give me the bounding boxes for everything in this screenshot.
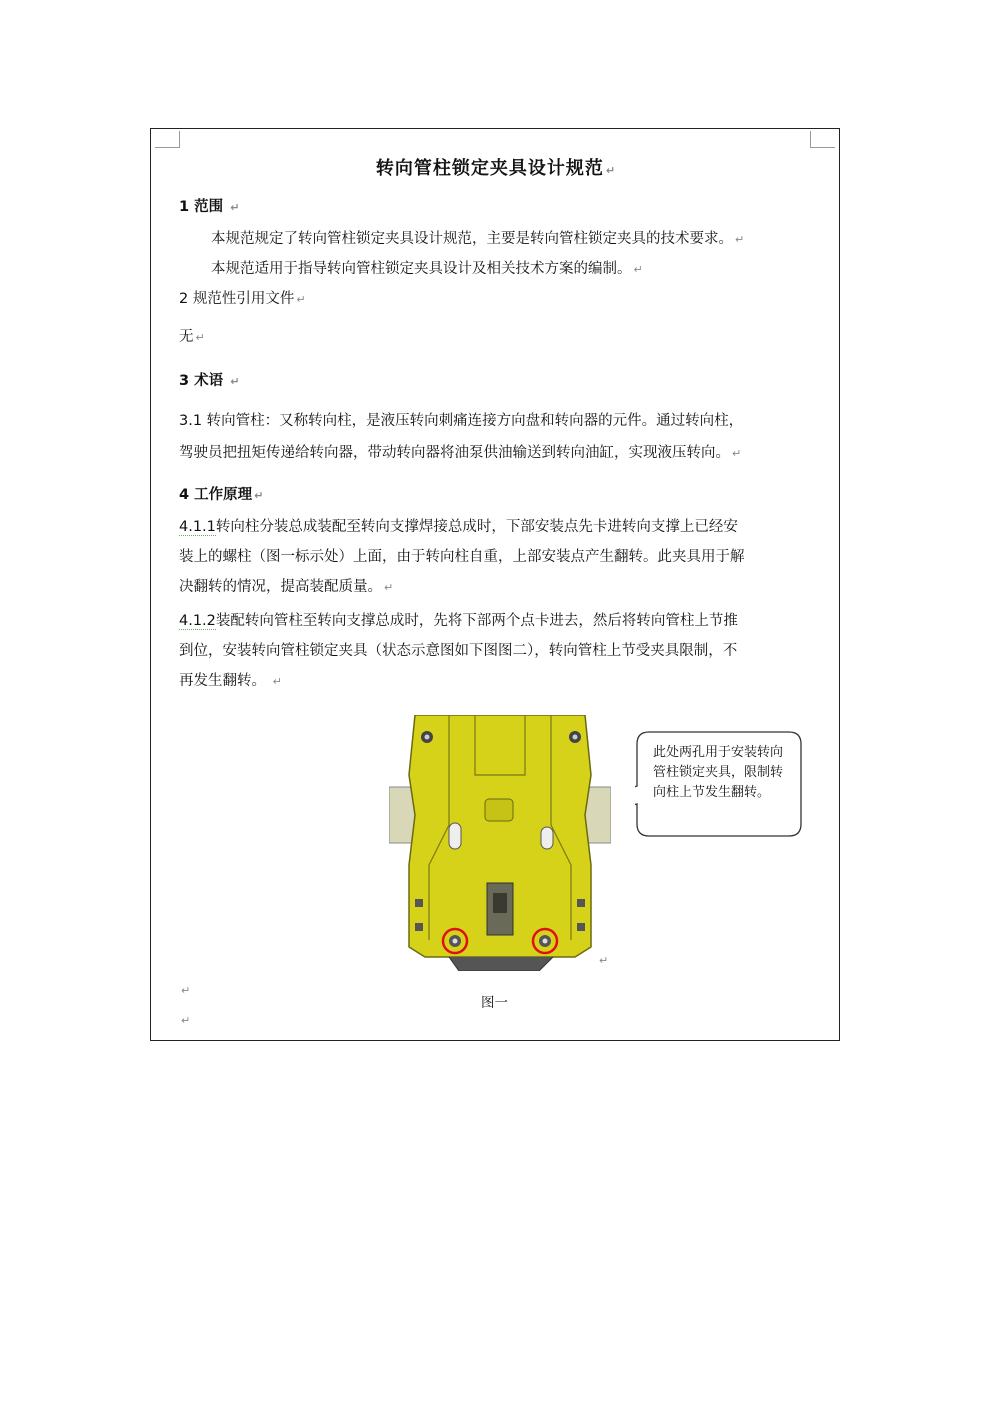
document-title: 转向管柱锁定夹具设计规范 ↵	[375, 158, 617, 179]
section-4-p2-line-1: 4.1.2装配转向管柱至转向支撑总成时，先将下部两个点卡进去，然后将转向管柱上节推	[179, 613, 738, 629]
section-4-p2-line-3: 再发生翻转。 ↵	[179, 673, 282, 689]
section-4-p2-line-2: 到位，安装转向管柱锁定夹具（状态示意图如下图图二），转向管柱上节受夹具限制，不	[179, 643, 738, 659]
crop-mark-top-right	[810, 131, 835, 148]
steering-bracket-figure	[389, 715, 611, 971]
section-4-p1-line-3: 决翻转的情况，提高装配质量。 ↵	[179, 579, 394, 595]
figure-paragraph-mark: ↵	[599, 954, 609, 967]
section-1-heading: 1 范围 ↵	[179, 199, 240, 215]
section-4-heading: 4 工作原理 ↵	[179, 487, 264, 503]
blank-paragraph-mark-1: ↵	[181, 984, 191, 997]
clamp-slot-right	[541, 827, 553, 849]
section-4-p1-line-2: 装上的螺柱（图一标示处）上面，由于转向柱自重，上部安装点产生翻转。此夹具用于解	[179, 549, 745, 565]
section-2-heading: 2 规范性引用文件 ↵	[179, 291, 306, 307]
crop-mark-top-left	[155, 131, 180, 148]
document-page	[150, 128, 840, 1041]
figure-caption: 图一	[481, 995, 508, 1011]
section-1-para-1: 本规范规定了转向管柱锁定夹具设计规范，主要是转向管柱锁定夹具的技术要求。 ↵	[211, 231, 745, 247]
section-3-heading: 3 术语 ↵	[179, 373, 240, 389]
section-3-line-2: 驾驶员把扭矩传递给转向器，带动转向器将油泵供油输送到转向油缸，实现液压转向。 ↵	[179, 445, 742, 461]
section-1-para-2: 本规范适用于指导转向管柱锁定夹具设计及相关技术方案的编制。 ↵	[211, 261, 643, 277]
section-4-p1-line-1: 4.1.1转向柱分装总成装配至转向支撑焊接总成时，下部安装点先卡进转向支撑上已经安	[179, 519, 738, 535]
section-3-line-1: 3.1 转向管柱：又称转向柱，是液压转向刺痛连接方向盘和转向器的元件。通过转向柱，	[179, 413, 744, 429]
callout-text: 此处两孔用于安装转向管柱锁定夹具，限制转向柱上节发生翻转。	[653, 745, 784, 800]
section-2-body: 无 ↵	[179, 329, 205, 345]
blank-paragraph-mark-2: ↵	[181, 1014, 191, 1027]
clamp-slot-left	[449, 823, 461, 849]
